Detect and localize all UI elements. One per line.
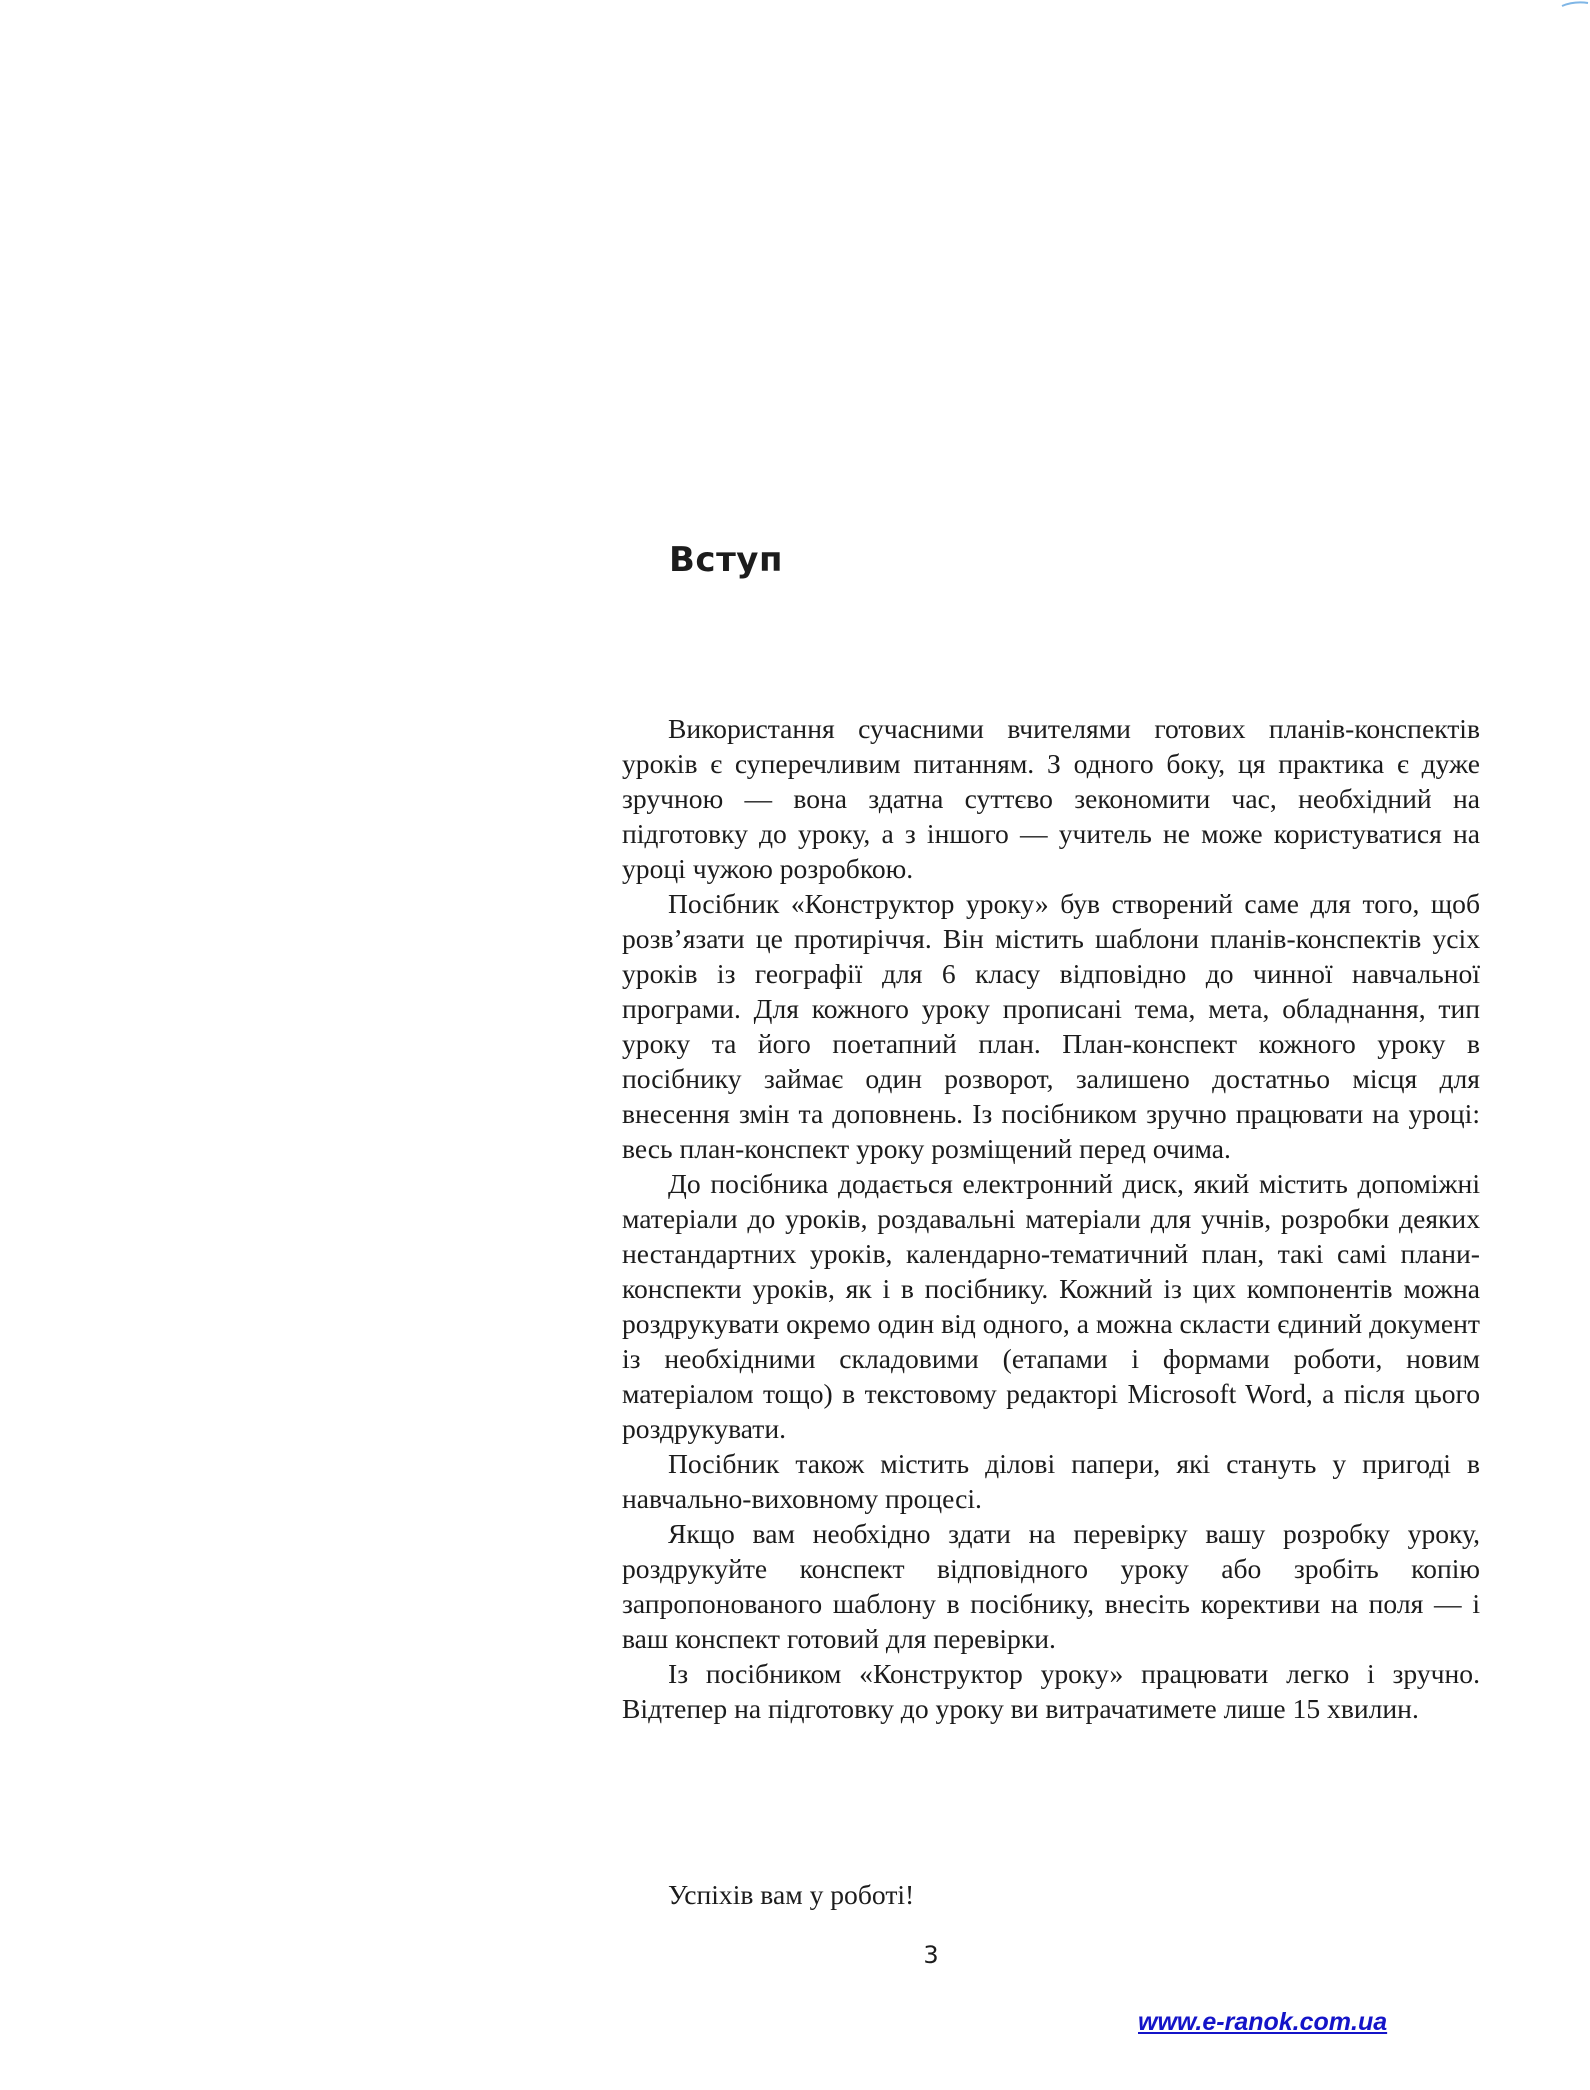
paragraph-2: Посібник «Конструктор уроку» був створений саме для того, щоб розв’язати це протиріччя. Він містить шаблони планів-конспектів усіх уроків із географії для 6 класу відповідно до чинної навчальної програми. Для кожного уроку прописані тема, мета, обладнання, тип уроку та його поетапний план. План-конспект кожного уроку в посібнику займає один розворот, залишено достатньо місця для внесення змін та доповнень. Із посібником зручно працювати на уроці: весь план-конспект уроку розміщений перед очима. xyxy=(622,888,1480,1164)
paragraph-3: До посібника додається електронний диск, який містить допоміжні матеріали до уроків, роздавальні матеріали для учнів, розробки деяких нестандартних уроків, календарно-тематичний план, такі самі плани-конспекти уроків, як і в посібнику. Кожний із цих компонентів можна роздрукувати окремо один від одного, а можна скласти єдиний документ із необхідними складовими (етапами і формами роботи, новим матеріалом тощо) в текстовому редакторі Microsoft Word, а після цього роздрукувати. xyxy=(622,1168,1480,1444)
page-number: 3 xyxy=(923,1941,939,1969)
corner-mark-icon xyxy=(1560,0,1590,8)
paragraph-4: Посібник також містить ділові папери, які стануть у пригоді в навчально-виховному процесі. xyxy=(622,1448,1480,1514)
closing-line: Успіхів вам у роботі! xyxy=(668,1879,915,1910)
footer-website-link[interactable]: www.e-ranok.com.ua xyxy=(1138,2008,1388,2036)
page-title: Вступ xyxy=(669,540,783,580)
paragraph-6: Із посібником «Конструктор уроку» працювати легко і зручно. Відтепер на підготовку до уроку ви витрачатимете лише 15 хвилин. xyxy=(622,1658,1480,1724)
paragraph-1: Використання сучасними вчителями готових планів-конспектів уроків є суперечливим питанням. З одного боку, ця практика є дуже зручною — вона здатна суттєво зекономити час, необхідний на підготовку до уроку, а з іншого — учитель не може користуватися на уроці чужою розробкою. xyxy=(622,713,1480,884)
paragraph-5: Якщо вам необхідно здати на перевірку вашу розробку уроку, роздрукуйте конспект відповідного уроку або зробіть копію запропонованого шаблону в посібнику, внесіть корективи на поля — і ваш конспект готовий для перевірки. xyxy=(622,1518,1480,1654)
body-text xyxy=(622,711,1480,1726)
